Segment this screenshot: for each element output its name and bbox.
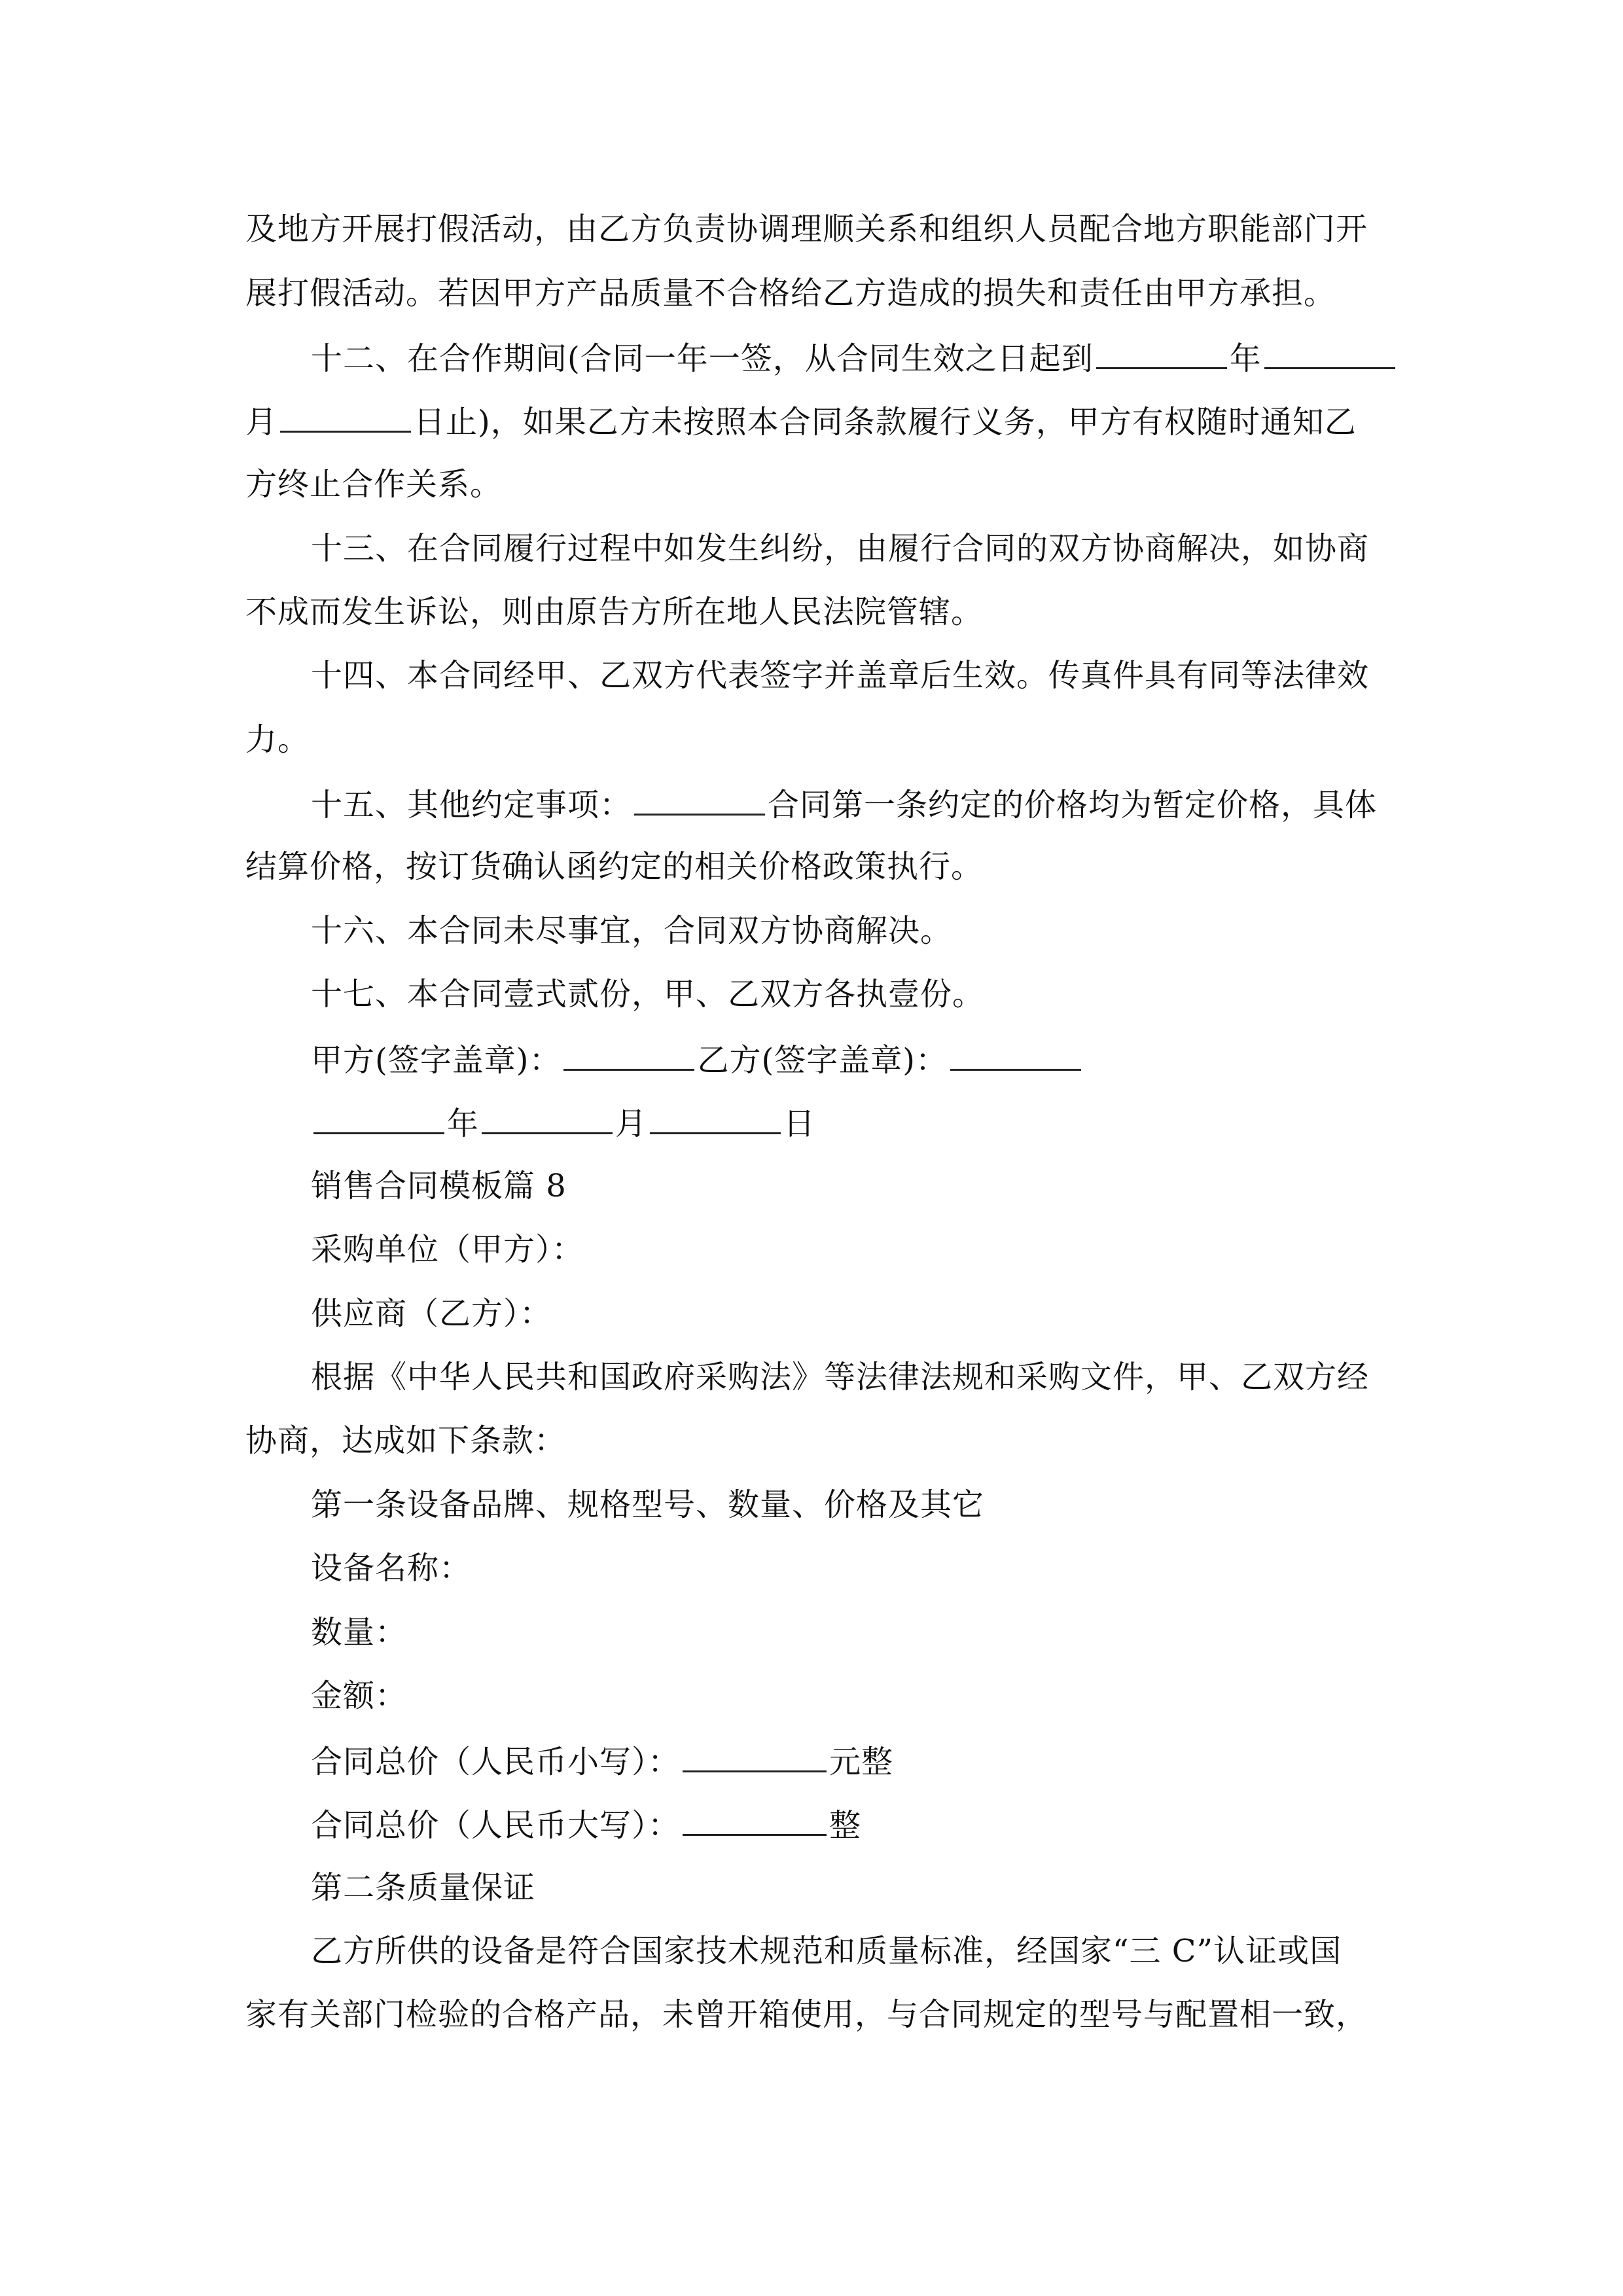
- clause-14: 十四、本合同经甲、乙双方代表签字并盖章后生效。传真件具有同等法律效: [311, 657, 1370, 694]
- total-lowercase-blank: [683, 1742, 827, 1772]
- party-a-signature-blank: [563, 1040, 694, 1071]
- day-blank: [650, 1103, 781, 1134]
- total-uppercase-blank: [683, 1805, 827, 1836]
- text-line: 根据《中华人民共和国政府采购法》等法律法规和采购文件，甲、乙双方经: [311, 1359, 1370, 1395]
- blank-underline: [1096, 338, 1227, 369]
- month-blank: [482, 1103, 613, 1134]
- text-line: 力。: [245, 721, 310, 758]
- clause-13: 十三、在合同履行过程中如发生纠纷，由履行合同的双方协商解决，如协商: [311, 530, 1370, 567]
- year-blank: [313, 1103, 444, 1134]
- text-line: 及地方开展打假活动，由乙方负责协调理顺关系和组织人员配合地方职能部门开: [245, 211, 1368, 247]
- blank-underline: [1264, 338, 1395, 369]
- text-line: 协商，达成如下条款：: [245, 1422, 567, 1459]
- quantity-line: 数量：: [311, 1614, 408, 1651]
- text-line: 乙方所供的设备是符合国家技术规范和质量标准，经国家“三 C”认证或国: [311, 1933, 1342, 1969]
- equipment-name-line: 设备名称：: [311, 1550, 472, 1587]
- supplier-line: 供应商（乙方）：: [311, 1295, 552, 1332]
- text-line: 不成而发生诉讼，则由原告方所在地人民法院管辖。: [245, 594, 984, 630]
- text-line: 展打假活动。若因甲方产品质量不合格给乙方造成的损失和责任由甲方承担。: [245, 275, 1336, 312]
- total-price-lowercase-line: 合同总价（人民币小写）： 元整: [311, 1742, 893, 1780]
- signature-line: 甲方(签字盖章)： 乙方(签字盖章)：: [311, 1040, 1084, 1079]
- blank-underline: [280, 402, 411, 433]
- text-line: 家有关部门检验的合格产品，未曾开箱使用，与合同规定的型号与配置相一致，: [245, 1996, 1368, 2033]
- text-line: 方终止合作关系。: [245, 466, 503, 503]
- text-line: 结算价格，按订货确认函约定的相关价格政策执行。: [245, 848, 984, 885]
- clause-16: 十六、本合同未尽事宜，合同双方协商解决。: [311, 912, 953, 949]
- date-line: 年 月 日: [311, 1103, 815, 1142]
- section-title: 销售合同模板篇 8: [311, 1168, 567, 1204]
- article-1-heading: 第一条设备品牌、规格型号、数量、价格及其它: [311, 1486, 985, 1523]
- clause-15: 十五、其他约定事项： 合同第一条约定的价格均为暂定价格，具体: [311, 785, 1377, 823]
- amount-line: 金额：: [311, 1677, 408, 1714]
- clause-17: 十七、本合同壹式贰份，甲、乙双方各执壹份。: [311, 976, 985, 1013]
- buyer-line: 采购单位（甲方）：: [311, 1231, 584, 1268]
- party-b-signature-blank: [950, 1040, 1081, 1071]
- total-price-uppercase-line: 合同总价（人民币大写）： 整: [311, 1805, 861, 1844]
- blank-underline: [634, 785, 765, 816]
- clause-12: 十二、在合作期间(合同一年一签，从合同生效之日起到 年: [311, 338, 1398, 377]
- text-line: 月 日止)，如果乙方未按照本合同条款履行义务，甲方有权随时通知乙: [245, 402, 1357, 440]
- article-2-heading: 第二条质量保证: [311, 1869, 536, 1906]
